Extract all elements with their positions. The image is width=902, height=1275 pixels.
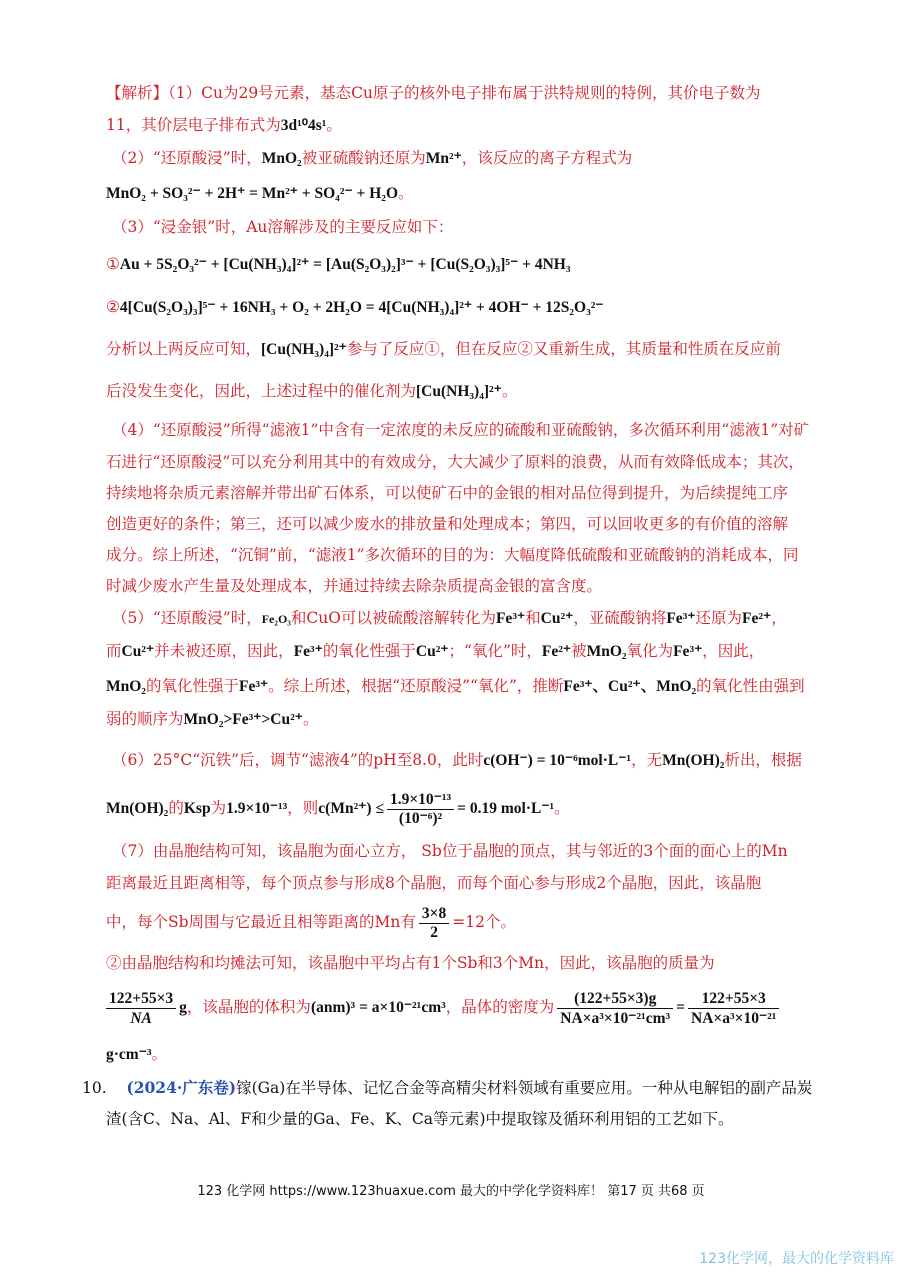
text: 中，每个Sb周围与它最近且相等距离的Mn有 bbox=[106, 913, 416, 931]
text: 的氧化性强于 bbox=[322, 642, 416, 660]
solution-line-13: 创造更好的条件；第三，还可以减少废水的排放量和处理成本；第四，可以回收更多的有价值的溶解 bbox=[106, 515, 789, 533]
text: ，无 bbox=[631, 751, 663, 769]
solution-line-12: 持续地将杂质元素溶解并带出矿石体系，可以使矿石中的金银的相对品位得到提升，为后续提纯工序 bbox=[106, 484, 789, 502]
equation: Au + 5S₂O₃²⁻ + [Cu(NH₃)₄]²⁺ = [Au(S₂O₃)₂]³⁻ + [Cu(S₂O₃)₃]⁵⁻ + 4NH₃ bbox=[119, 256, 571, 273]
formula: Fe³⁺ bbox=[495, 610, 526, 627]
fraction bbox=[557, 989, 673, 1028]
text: 为 bbox=[210, 799, 227, 817]
solution-line-18 bbox=[106, 675, 805, 698]
solution-line-19 bbox=[106, 708, 318, 731]
text: 被 bbox=[571, 642, 587, 660]
text: 被亚硫酸钠还原为 bbox=[301, 149, 426, 167]
text: 弱的顺序为 bbox=[106, 710, 184, 728]
text: 。 bbox=[554, 799, 570, 817]
text: ，晶体的密度为 bbox=[445, 998, 555, 1016]
solution-line-3 bbox=[112, 147, 632, 170]
numerator: 122+55×3 bbox=[688, 989, 779, 1009]
text: 参与了反应①，但在反应②又重新生成，其质量和性质在反应前 bbox=[346, 340, 781, 358]
unit: g bbox=[179, 999, 187, 1016]
text: 后没发生变化，因此，上述过程中的催化剂为 bbox=[106, 382, 417, 400]
denominator: NA×a³×10⁻²¹ bbox=[691, 1009, 777, 1027]
denominator: NA bbox=[130, 1009, 152, 1027]
formula: Fe₂O₃ bbox=[261, 612, 291, 626]
question-10-line-2: 渣(含C、Na、Al、F和少量的Ga、Fe、K、Ca等元素)中提取镓及循环利用铝的工艺如下。 bbox=[106, 1110, 734, 1128]
fraction bbox=[106, 989, 176, 1028]
formula: Mn²⁺ bbox=[425, 150, 462, 167]
solution-line-16 bbox=[112, 607, 787, 630]
solution-line-22: （7）由晶胞结构可知，该晶胞为面心立方， Sb位于晶胞的顶点，其与邻近的3个面的面心上的Mn bbox=[112, 842, 788, 860]
equation: 4[Cu(S₂O₃)₃]⁵⁻ + 16NH₃ + O₂ + 2H₂O = 4[Cu(NH₃)₄]²⁺ + 4OH⁻ + 12S₂O₃²⁻ bbox=[119, 299, 604, 316]
solution-line-11: 石进行“还原酸浸”可以充分利用其中的有效成分，大大减少了原料的浪费，从而有效降低成本；其次， bbox=[106, 453, 804, 471]
fraction bbox=[387, 791, 454, 828]
text: 的氧化性强于 bbox=[145, 677, 239, 695]
formula: [Cu(NH₃)₄]²⁺ bbox=[261, 341, 347, 358]
formula: = 0.19 mol·L⁻¹ bbox=[457, 800, 555, 817]
numerator: 3×8 bbox=[419, 905, 449, 924]
formula: Fe³⁺ bbox=[666, 610, 696, 627]
solution-line-15: 时减少废水产生量及处理成本，并通过持续去除杂质提高金银的富含度。 bbox=[106, 577, 603, 595]
text: ；“氧化”时， bbox=[448, 642, 542, 660]
text: （2）“还原酸浸”时， bbox=[112, 149, 262, 167]
formula: (anm)³ = a×10⁻²¹cm³ bbox=[310, 999, 446, 1016]
formula: Fe³⁺、Cu²⁺、MnO₂ bbox=[563, 678, 697, 695]
formula: Mn(OH)₂ bbox=[662, 752, 725, 769]
solution-line-27 bbox=[106, 1043, 167, 1066]
solution-line-14: 成分。综上所述，“沉铜”前，“滤液1”多次循环的目的为：大幅度降低硫酸和亚硫酸钠的消耗成本，同 bbox=[106, 546, 799, 564]
text: 并未被还原，因此， bbox=[154, 642, 294, 660]
text: （6）25°C“沉铁”后，调节“滤液4”的pH至8.0，此时 bbox=[112, 751, 484, 769]
text: 11，其价层电子排布式为 bbox=[106, 116, 281, 134]
text: 和 bbox=[525, 609, 541, 627]
unit: g·cm⁻³ bbox=[106, 1046, 152, 1063]
formula: Cu²⁺ bbox=[121, 643, 155, 660]
formula: Fe²⁺ bbox=[541, 643, 572, 660]
text: 。 bbox=[501, 382, 518, 400]
text: ，该反应的离子方程式为 bbox=[461, 149, 633, 167]
watermark: 123化学网，最大的化学资料库 bbox=[699, 1251, 894, 1267]
question-text: 镓(Ga)在半导体、记忆合金等高精尖材料领域有重要应用。一种从电解铝的副产品炭 bbox=[236, 1079, 813, 1097]
text: 氧化为 bbox=[626, 642, 674, 660]
formula: 3d¹⁰4s¹ bbox=[280, 117, 327, 134]
formula: Fe³⁺ bbox=[293, 643, 323, 660]
text: ，则 bbox=[287, 799, 319, 817]
text: ，该晶胞的体积为 bbox=[186, 998, 311, 1016]
circle-number: ① bbox=[106, 255, 120, 273]
solution-line-1: 【解析】（1）Cu为29号元素，基态Cu原子的核外电子排布属于洪特规则的特例，其价电子数为 bbox=[106, 84, 761, 102]
numerator: 1.9×10⁻¹³ bbox=[387, 791, 454, 810]
text: 。 bbox=[326, 116, 342, 134]
text: ， bbox=[771, 609, 787, 627]
text: 分析以上两反应可知， bbox=[106, 340, 262, 358]
text: 还原为 bbox=[695, 609, 743, 627]
solution-line-10: （4）“还原酸浸”所得“滤液1”中含有一定浓度的未反应的硫酸和亚硫酸钠，多次循环利用“滤液1”对矿 bbox=[112, 421, 810, 439]
equation-line-4 bbox=[106, 182, 414, 205]
denominator: 2 bbox=[430, 923, 438, 941]
text: 和CuO可以被硫酸溶解转化为 bbox=[290, 609, 496, 627]
text: 而 bbox=[106, 642, 122, 660]
reaction-2 bbox=[106, 296, 604, 319]
text: =12个。 bbox=[452, 913, 516, 931]
fraction bbox=[419, 905, 449, 942]
text: 的 bbox=[168, 799, 184, 817]
solution-line-24 bbox=[106, 902, 516, 942]
circle-number: ② bbox=[106, 298, 120, 316]
text: ，因此， bbox=[702, 642, 765, 660]
formula: c(Mn²⁺) ≤ bbox=[318, 800, 384, 817]
text: 析出，根据 bbox=[724, 751, 802, 769]
denominator: (10⁻⁶)² bbox=[398, 809, 443, 827]
solution-line-21 bbox=[106, 788, 570, 829]
solution-line-20 bbox=[112, 749, 802, 772]
formula: [Cu(NH₃)₄]²⁺ bbox=[416, 383, 502, 400]
page-footer: 123 化学网 https://www.123huaxue.com 最大的中学化学资料库！ 第17 页 共68 页 bbox=[197, 1184, 705, 1199]
formula: Ksp bbox=[183, 800, 211, 817]
numerator: 122+55×3 bbox=[106, 989, 176, 1009]
solution-line-25: ②由晶胞结构和均摊法可知，该晶胞中平均占有1个Sb和3个Mn，因此，该晶胞的质量为 bbox=[106, 954, 715, 972]
reaction-1 bbox=[106, 253, 570, 276]
solution-line-8 bbox=[106, 338, 781, 361]
text: 的氧化性由强到 bbox=[696, 677, 805, 695]
text: 。 bbox=[302, 710, 319, 728]
solution-line-23: 距离最近且距离相等，每个顶点参与形成8个晶胞，而每个面心参与形成2个晶胞，因此，该晶胞 bbox=[106, 874, 762, 892]
formula: Cu²⁺ bbox=[415, 643, 449, 660]
fraction bbox=[688, 989, 779, 1028]
equals: = bbox=[676, 999, 686, 1016]
source-tag: (2024·广东卷) bbox=[126, 1078, 237, 1097]
formula: MnO₂ bbox=[106, 678, 146, 695]
formula: c(OH⁻) = 10⁻⁶mol·L⁻¹ bbox=[483, 752, 632, 769]
formula: 1.9×10⁻¹³ bbox=[226, 800, 288, 817]
formula: Cu²⁺ bbox=[540, 610, 574, 627]
text: （5）“还原酸浸”时， bbox=[112, 609, 262, 627]
question-10-line-1 bbox=[82, 1077, 812, 1099]
solution-line-5: （3）“浸金银”时，Au溶解涉及的主要反应如下： bbox=[112, 218, 454, 236]
formula: Fe²⁺ bbox=[742, 610, 772, 627]
text: ，亚硫酸钠将 bbox=[573, 609, 667, 627]
text: 。 bbox=[151, 1045, 168, 1063]
formula: Fe³⁺ bbox=[238, 678, 269, 695]
solution-line-9 bbox=[106, 380, 517, 403]
solution-line-26 bbox=[106, 984, 782, 1031]
numerator: (122+55×3)g bbox=[557, 989, 673, 1009]
solution-line-17 bbox=[106, 640, 764, 663]
equation: MnO₂ + SO₃²⁻ + 2H⁺ = Mn²⁺ + SO₄²⁻ + H₂O bbox=[106, 185, 398, 202]
formula: MnO₂>Fe³⁺>Cu²⁺ bbox=[183, 711, 303, 728]
formula: MnO₂ bbox=[586, 643, 627, 660]
formula: Fe³⁺ bbox=[673, 643, 703, 660]
text: 。综上所述，根据“还原酸浸”“氧化”，推断 bbox=[268, 677, 564, 695]
denominator: NA×a³×10⁻²¹cm³ bbox=[560, 1009, 671, 1027]
formula: Mn(OH)₂ bbox=[106, 800, 169, 817]
question-number: 10. bbox=[82, 1079, 107, 1097]
formula: MnO₂ bbox=[261, 150, 302, 167]
solution-line-2 bbox=[106, 114, 342, 137]
text: 。 bbox=[398, 184, 414, 202]
